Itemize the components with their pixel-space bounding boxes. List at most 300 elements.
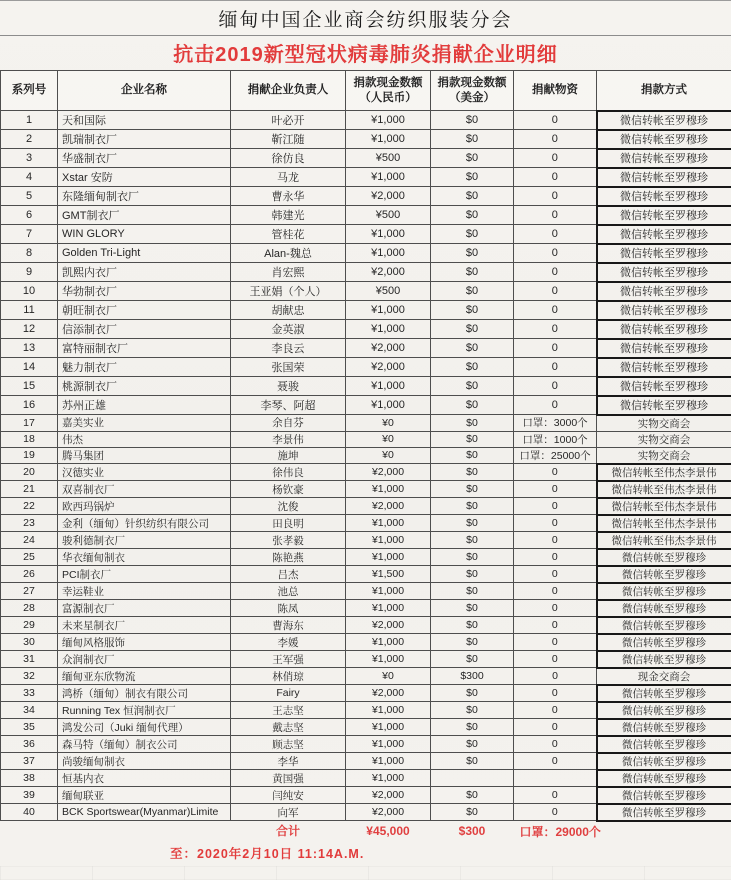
cell-person: 黄国强 bbox=[231, 770, 346, 787]
cell-method: 微信转帐至罗穆珍 bbox=[597, 549, 731, 566]
cell-rmb: ¥2,000 bbox=[346, 187, 431, 206]
cell-rmb: ¥1,000 bbox=[346, 634, 431, 651]
cell-company: 恒基内衣 bbox=[58, 770, 231, 787]
cell-usd bbox=[431, 770, 514, 787]
cell-goods: 0 bbox=[514, 532, 597, 549]
cell-usd: $0 bbox=[431, 396, 514, 415]
cell-person: 张国荣 bbox=[231, 358, 346, 377]
cell-rmb: ¥2,000 bbox=[346, 263, 431, 282]
cell-goods: 口罩：3000个 bbox=[514, 415, 597, 432]
cell-goods: 0 bbox=[514, 634, 597, 651]
cell-method: 微信转帐至罗穆珍 bbox=[597, 263, 731, 282]
cell-method: 微信转帐至罗穆珍 bbox=[597, 736, 731, 753]
cell-usd: $0 bbox=[431, 685, 514, 702]
cell-rmb: ¥2,000 bbox=[346, 464, 431, 481]
table-footer bbox=[1, 821, 731, 841]
cell-method: 微信转帐至罗穆珍 bbox=[597, 358, 731, 377]
cell-usd: $0 bbox=[431, 719, 514, 736]
table-row bbox=[1, 187, 731, 206]
cell-serial: 30 bbox=[1, 634, 58, 651]
cell-rmb: ¥1,000 bbox=[346, 320, 431, 339]
cell-serial: 8 bbox=[1, 244, 58, 263]
table-row bbox=[1, 396, 731, 415]
cell-usd: $0 bbox=[431, 377, 514, 396]
table-row bbox=[1, 600, 731, 617]
table-row bbox=[1, 702, 731, 719]
cell-usd: $0 bbox=[431, 753, 514, 770]
cell-usd: $0 bbox=[431, 566, 514, 583]
cell-company: 缅甸风格服饰 bbox=[58, 634, 231, 651]
cell-company: GMT制衣厂 bbox=[58, 206, 231, 225]
cell-goods: 0 bbox=[514, 282, 597, 301]
timestamp-note: 至：2020年2月10日 11:14A.M. bbox=[0, 841, 731, 862]
cell-method: 微信转帐至罗穆珍 bbox=[597, 206, 731, 225]
cell-serial: 7 bbox=[1, 225, 58, 244]
cell-rmb: ¥1,000 bbox=[346, 168, 431, 187]
table-row bbox=[1, 301, 731, 320]
cell-usd: $0 bbox=[431, 702, 514, 719]
column-header-6: 捐款方式 bbox=[597, 71, 731, 111]
cell-company: PCI制衣厂 bbox=[58, 566, 231, 583]
cell-company: WIN GLORY bbox=[58, 225, 231, 244]
cell-method: 微信转帐至罗穆珍 bbox=[597, 634, 731, 651]
cell-rmb: ¥2,000 bbox=[346, 787, 431, 804]
cell-company: 桃源制衣厂 bbox=[58, 377, 231, 396]
total-goods: 口罩：29000个 bbox=[514, 821, 731, 841]
cell-rmb: ¥1,000 bbox=[346, 770, 431, 787]
cell-person: 张孝毅 bbox=[231, 532, 346, 549]
cell-usd: $0 bbox=[431, 498, 514, 515]
table-row bbox=[1, 736, 731, 753]
cell-usd: $0 bbox=[431, 263, 514, 282]
table-header bbox=[1, 71, 731, 111]
cell-rmb: ¥1,000 bbox=[346, 396, 431, 415]
cell-usd: $0 bbox=[431, 481, 514, 498]
cell-goods: 0 bbox=[514, 498, 597, 515]
cell-serial: 31 bbox=[1, 651, 58, 668]
cell-method: 微信转帐至罗穆珍 bbox=[597, 225, 731, 244]
cell-serial: 5 bbox=[1, 187, 58, 206]
cell-rmb: ¥1,000 bbox=[346, 130, 431, 149]
cell-person: 沈俊 bbox=[231, 498, 346, 515]
cell-method: 微信转帐至伟杰李景伟 bbox=[597, 481, 731, 498]
column-header-3: 捐款现金数额（人民币） bbox=[346, 71, 431, 111]
cell-rmb: ¥0 bbox=[346, 447, 431, 464]
cell-goods: 0 bbox=[514, 651, 597, 668]
cell-company: 凯熙内衣厂 bbox=[58, 263, 231, 282]
cell-usd: $0 bbox=[431, 431, 514, 447]
cell-company: 东隆缅甸制衣厂 bbox=[58, 187, 231, 206]
cell-rmb: ¥1,000 bbox=[346, 702, 431, 719]
table-row bbox=[1, 111, 731, 130]
column-header-5: 捐献物资 bbox=[514, 71, 597, 111]
cell-person: 聂骏 bbox=[231, 377, 346, 396]
cell-usd: $0 bbox=[431, 804, 514, 821]
table-row bbox=[1, 225, 731, 244]
cell-method: 微信转帐至罗穆珍 bbox=[597, 149, 731, 168]
cell-rmb: ¥1,000 bbox=[346, 549, 431, 566]
cell-serial: 12 bbox=[1, 320, 58, 339]
cell-method: 微信转帐至罗穆珍 bbox=[597, 339, 731, 358]
cell-rmb: ¥1,000 bbox=[346, 583, 431, 600]
cell-method: 微信转帐至罗穆珍 bbox=[597, 685, 731, 702]
table-row bbox=[1, 566, 731, 583]
cell-company: 华衣缅甸制衣 bbox=[58, 549, 231, 566]
table-row bbox=[1, 431, 731, 447]
cell-rmb: ¥1,000 bbox=[346, 244, 431, 263]
table-row bbox=[1, 515, 731, 532]
cell-serial: 19 bbox=[1, 447, 58, 464]
cell-serial: 39 bbox=[1, 787, 58, 804]
cell-serial: 6 bbox=[1, 206, 58, 225]
cell-method: 微信转帐至罗穆珍 bbox=[597, 719, 731, 736]
cell-method: 微信转帐至罗穆珍 bbox=[597, 168, 731, 187]
cell-usd: $0 bbox=[431, 651, 514, 668]
cell-rmb: ¥500 bbox=[346, 282, 431, 301]
cell-person: 施坤 bbox=[231, 447, 346, 464]
cell-goods: 0 bbox=[514, 583, 597, 600]
cell-company: 缅甸亚东欣物流 bbox=[58, 668, 231, 685]
table-row bbox=[1, 282, 731, 301]
cell-method: 微信转帐至罗穆珍 bbox=[597, 566, 731, 583]
cell-person: 田良明 bbox=[231, 515, 346, 532]
cell-method: 微信转帐至罗穆珍 bbox=[597, 651, 731, 668]
cell-serial: 33 bbox=[1, 685, 58, 702]
cell-serial: 13 bbox=[1, 339, 58, 358]
cell-serial: 25 bbox=[1, 549, 58, 566]
cell-serial: 9 bbox=[1, 263, 58, 282]
cell-method: 实物交商会 bbox=[597, 431, 731, 447]
cell-serial: 34 bbox=[1, 702, 58, 719]
cell-method: 实物交商会 bbox=[597, 415, 731, 432]
cell-rmb: ¥500 bbox=[346, 149, 431, 168]
cell-method: 微信转帐至罗穆珍 bbox=[597, 282, 731, 301]
cell-usd: $0 bbox=[431, 149, 514, 168]
cell-method: 微信转帐至罗穆珍 bbox=[597, 111, 731, 130]
cell-rmb: ¥1,000 bbox=[346, 111, 431, 130]
cell-person: 林俏琼 bbox=[231, 668, 346, 685]
cell-serial: 23 bbox=[1, 515, 58, 532]
total-label: 合计 bbox=[231, 821, 346, 841]
cell-serial: 2 bbox=[1, 130, 58, 149]
table-row bbox=[1, 685, 731, 702]
cell-goods: 0 bbox=[514, 130, 597, 149]
cell-method: 微信转帐至伟杰李景伟 bbox=[597, 515, 731, 532]
table-row bbox=[1, 339, 731, 358]
cell-person: 李良云 bbox=[231, 339, 346, 358]
cell-serial: 21 bbox=[1, 481, 58, 498]
cell-person: 韩建光 bbox=[231, 206, 346, 225]
table-row bbox=[1, 263, 731, 282]
cell-rmb: ¥2,000 bbox=[346, 685, 431, 702]
donation-table bbox=[0, 70, 731, 841]
cell-serial: 1 bbox=[1, 111, 58, 130]
cell-method: 微信转帐至罗穆珍 bbox=[597, 187, 731, 206]
table-row bbox=[1, 804, 731, 821]
cell-goods: 0 bbox=[514, 549, 597, 566]
cell-goods: 0 bbox=[514, 187, 597, 206]
cell-goods: 0 bbox=[514, 481, 597, 498]
cell-goods: 口罩：25000个 bbox=[514, 447, 597, 464]
cell-company: 鸿发公司（Juki 缅甸代理） bbox=[58, 719, 231, 736]
cell-method: 微信转帐至罗穆珍 bbox=[597, 301, 731, 320]
cell-serial: 26 bbox=[1, 566, 58, 583]
cell-goods: 0 bbox=[514, 358, 597, 377]
cell-usd: $0 bbox=[431, 187, 514, 206]
cell-serial: 36 bbox=[1, 736, 58, 753]
table-row bbox=[1, 634, 731, 651]
cell-method: 微信转帐至伟杰李景伟 bbox=[597, 532, 731, 549]
cell-person: 胡献忠 bbox=[231, 301, 346, 320]
cell-serial: 20 bbox=[1, 464, 58, 481]
cell-person: 曹海东 bbox=[231, 617, 346, 634]
cell-serial: 37 bbox=[1, 753, 58, 770]
table-row bbox=[1, 583, 731, 600]
cell-goods: 0 bbox=[514, 263, 597, 282]
cell-goods: 0 bbox=[514, 600, 597, 617]
cell-goods: 0 bbox=[514, 787, 597, 804]
cell-method: 现金交商会 bbox=[597, 668, 731, 685]
table-row bbox=[1, 415, 731, 432]
cell-person: 陈艳燕 bbox=[231, 549, 346, 566]
cell-rmb: ¥1,000 bbox=[346, 532, 431, 549]
cell-serial: 28 bbox=[1, 600, 58, 617]
table-row bbox=[1, 719, 731, 736]
cell-company: 腾马集团 bbox=[58, 447, 231, 464]
cell-usd: $0 bbox=[431, 244, 514, 263]
cell-goods: 0 bbox=[514, 244, 597, 263]
cell-person: 李媛 bbox=[231, 634, 346, 651]
cell-rmb: ¥500 bbox=[346, 206, 431, 225]
cell-method: 微信转帐至罗穆珍 bbox=[597, 770, 731, 787]
cell-rmb: ¥1,000 bbox=[346, 301, 431, 320]
cell-method: 微信转帐至罗穆珍 bbox=[597, 600, 731, 617]
cell-person: 马龙 bbox=[231, 168, 346, 187]
cell-person: 顾志坚 bbox=[231, 736, 346, 753]
cell-company: 森马特（缅甸）制衣公司 bbox=[58, 736, 231, 753]
cell-goods: 0 bbox=[514, 396, 597, 415]
cell-usd: $0 bbox=[431, 736, 514, 753]
cell-goods: 0 bbox=[514, 753, 597, 770]
cell-rmb: ¥2,000 bbox=[346, 358, 431, 377]
table-row bbox=[1, 770, 731, 787]
cell-company: BCK Sportswear(Myanmar)Limite bbox=[58, 804, 231, 821]
cell-person: 戴志坚 bbox=[231, 719, 346, 736]
cell-usd: $0 bbox=[431, 787, 514, 804]
cell-method: 微信转帐至罗穆珍 bbox=[597, 377, 731, 396]
cell-usd: $0 bbox=[431, 130, 514, 149]
cell-person: 杨钦豪 bbox=[231, 481, 346, 498]
cell-serial: 24 bbox=[1, 532, 58, 549]
cell-person: 吕杰 bbox=[231, 566, 346, 583]
column-header-0: 系列号 bbox=[1, 71, 58, 111]
cell-rmb: ¥1,000 bbox=[346, 515, 431, 532]
cell-goods: 0 bbox=[514, 206, 597, 225]
cell-person: 李景伟 bbox=[231, 431, 346, 447]
cell-company: 未来星制衣厂 bbox=[58, 617, 231, 634]
cell-rmb: ¥2,000 bbox=[346, 339, 431, 358]
table-row bbox=[1, 130, 731, 149]
cell-company: 双喜制衣厂 bbox=[58, 481, 231, 498]
cell-serial: 11 bbox=[1, 301, 58, 320]
table-row bbox=[1, 149, 731, 168]
table-row bbox=[1, 651, 731, 668]
cell-company: 骏利德制衣厂 bbox=[58, 532, 231, 549]
total-row bbox=[1, 821, 731, 841]
column-header-2: 捐献企业负责人 bbox=[231, 71, 346, 111]
cell-method: 微信转帐至罗穆珍 bbox=[597, 396, 731, 415]
cell-goods: 0 bbox=[514, 566, 597, 583]
cell-usd: $0 bbox=[431, 168, 514, 187]
cell-goods: 0 bbox=[514, 515, 597, 532]
table-row bbox=[1, 481, 731, 498]
cell-method: 实物交商会 bbox=[597, 447, 731, 464]
cell-goods: 0 bbox=[514, 617, 597, 634]
cell-goods: 0 bbox=[514, 377, 597, 396]
table-row bbox=[1, 464, 731, 481]
cell-company: 金利（缅甸）针织纺织有限公司 bbox=[58, 515, 231, 532]
cell-method: 微信转帐至罗穆珍 bbox=[597, 753, 731, 770]
cell-goods: 0 bbox=[514, 668, 597, 685]
cell-company: 富源制衣厂 bbox=[58, 600, 231, 617]
cell-serial: 14 bbox=[1, 358, 58, 377]
cell-person: 管桂花 bbox=[231, 225, 346, 244]
cell-rmb: ¥1,000 bbox=[346, 225, 431, 244]
cell-goods: 0 bbox=[514, 149, 597, 168]
cell-goods: 0 bbox=[514, 719, 597, 736]
table-row bbox=[1, 549, 731, 566]
cell-rmb: ¥2,000 bbox=[346, 498, 431, 515]
cell-company: 缅甸联亚 bbox=[58, 787, 231, 804]
cell-goods: 0 bbox=[514, 804, 597, 821]
cell-goods: 0 bbox=[514, 168, 597, 187]
cell-person: Fairy bbox=[231, 685, 346, 702]
cell-company: 华勃制衣厂 bbox=[58, 282, 231, 301]
cell-rmb: ¥1,000 bbox=[346, 753, 431, 770]
cell-person: Alan-魏总 bbox=[231, 244, 346, 263]
cell-company: 天和国际 bbox=[58, 111, 231, 130]
table-row bbox=[1, 377, 731, 396]
table-row bbox=[1, 668, 731, 685]
cell-company: 伟杰 bbox=[58, 431, 231, 447]
cell-serial: 15 bbox=[1, 377, 58, 396]
cell-person: 余自芬 bbox=[231, 415, 346, 432]
cell-method: 微信转帐至罗穆珍 bbox=[597, 617, 731, 634]
total-rmb: ¥45,000 bbox=[346, 821, 431, 841]
empty-spreadsheet-grid bbox=[0, 866, 731, 880]
cell-company: 魅力制衣厂 bbox=[58, 358, 231, 377]
cell-serial: 27 bbox=[1, 583, 58, 600]
column-header-1: 企业名称 bbox=[58, 71, 231, 111]
cell-goods: 0 bbox=[514, 736, 597, 753]
cell-company: 富特丽制衣厂 bbox=[58, 339, 231, 358]
cell-company: 幸运鞋业 bbox=[58, 583, 231, 600]
cell-rmb: ¥2,000 bbox=[346, 617, 431, 634]
cell-rmb: ¥1,000 bbox=[346, 481, 431, 498]
table-row bbox=[1, 532, 731, 549]
cell-rmb: ¥1,000 bbox=[346, 719, 431, 736]
cell-method: 微信转帐至罗穆珍 bbox=[597, 244, 731, 263]
cell-usd: $0 bbox=[431, 634, 514, 651]
cell-company: 欧西玛锅炉 bbox=[58, 498, 231, 515]
cell-goods: 0 bbox=[514, 339, 597, 358]
cell-person: 肖宏熙 bbox=[231, 263, 346, 282]
cell-method: 微信转帐至罗穆珍 bbox=[597, 804, 731, 821]
cell-method: 微信转帐至伟杰李景伟 bbox=[597, 498, 731, 515]
cell-goods: 0 bbox=[514, 225, 597, 244]
table-row bbox=[1, 447, 731, 464]
cell-usd: $0 bbox=[431, 282, 514, 301]
cell-method: 微信转帐至罗穆珍 bbox=[597, 130, 731, 149]
table-row bbox=[1, 617, 731, 634]
total-empty-company bbox=[58, 821, 231, 841]
cell-goods bbox=[514, 770, 597, 787]
cell-usd: $0 bbox=[431, 549, 514, 566]
cell-usd: $0 bbox=[431, 464, 514, 481]
cell-person: 徐伟良 bbox=[231, 464, 346, 481]
cell-serial: 16 bbox=[1, 396, 58, 415]
cell-company: 苏州正雄 bbox=[58, 396, 231, 415]
cell-method: 微信转帐至罗穆珍 bbox=[597, 583, 731, 600]
cell-serial: 40 bbox=[1, 804, 58, 821]
cell-usd: $0 bbox=[431, 111, 514, 130]
cell-company: 尚骏缅甸制衣 bbox=[58, 753, 231, 770]
cell-method: 微信转帐至伟杰李景伟 bbox=[597, 464, 731, 481]
page-title: 缅甸中国企业商会纺织服装分会 bbox=[0, 0, 731, 36]
cell-company: 华盛制衣厂 bbox=[58, 149, 231, 168]
total-usd: $300 bbox=[431, 821, 514, 841]
cell-person: 徐仿良 bbox=[231, 149, 346, 168]
table-row bbox=[1, 787, 731, 804]
cell-serial: 32 bbox=[1, 668, 58, 685]
cell-person: 王志坚 bbox=[231, 702, 346, 719]
cell-rmb: ¥2,000 bbox=[346, 804, 431, 821]
cell-rmb: ¥0 bbox=[346, 668, 431, 685]
page-subtitle: 抗击2019新型冠状病毒肺炎捐献企业明细 bbox=[0, 36, 731, 70]
cell-serial: 17 bbox=[1, 415, 58, 432]
cell-serial: 29 bbox=[1, 617, 58, 634]
table-row bbox=[1, 498, 731, 515]
table-row bbox=[1, 358, 731, 377]
cell-person: 李琴、阿超 bbox=[231, 396, 346, 415]
total-empty-serial bbox=[1, 821, 58, 841]
cell-method: 微信转帐至罗穆珍 bbox=[597, 320, 731, 339]
table-row bbox=[1, 206, 731, 225]
cell-usd: $0 bbox=[431, 600, 514, 617]
cell-rmb: ¥1,500 bbox=[346, 566, 431, 583]
cell-person: 曹永华 bbox=[231, 187, 346, 206]
column-header-row bbox=[1, 71, 731, 111]
cell-serial: 4 bbox=[1, 168, 58, 187]
cell-goods: 0 bbox=[514, 685, 597, 702]
cell-company: 凯瑞制衣厂 bbox=[58, 130, 231, 149]
cell-serial: 10 bbox=[1, 282, 58, 301]
cell-usd: $0 bbox=[431, 339, 514, 358]
column-header-4: 捐款现金数额（美金） bbox=[431, 71, 514, 111]
cell-rmb: ¥1,000 bbox=[346, 600, 431, 617]
cell-usd: $0 bbox=[431, 301, 514, 320]
cell-usd: $0 bbox=[431, 320, 514, 339]
cell-person: 王军强 bbox=[231, 651, 346, 668]
cell-goods: 口罩：1000个 bbox=[514, 431, 597, 447]
cell-usd: $0 bbox=[431, 225, 514, 244]
table-row bbox=[1, 168, 731, 187]
cell-company: 鸿桥（缅甸）制衣有限公司 bbox=[58, 685, 231, 702]
cell-person: 池总 bbox=[231, 583, 346, 600]
cell-goods: 0 bbox=[514, 111, 597, 130]
cell-person: 金英淑 bbox=[231, 320, 346, 339]
table-row bbox=[1, 244, 731, 263]
